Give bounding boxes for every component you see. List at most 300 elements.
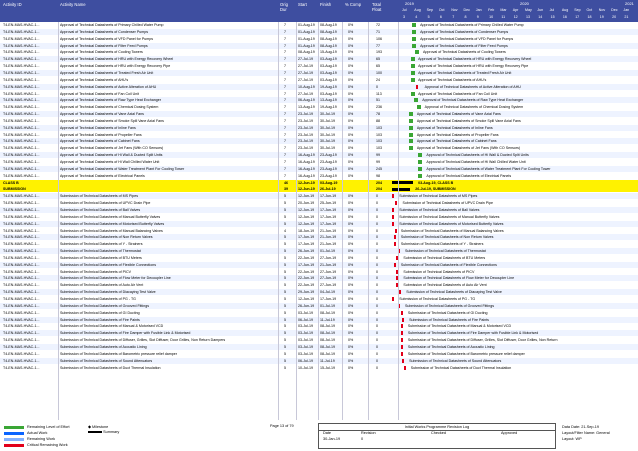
pct-comp-cell: 0% <box>348 132 354 137</box>
bar-label: 26-Jul-19, SUBMISSION <box>415 187 456 192</box>
orig-dur-cell: 5 <box>284 338 286 343</box>
pct-comp-cell: 0% <box>348 29 354 34</box>
data-date-block <box>562 424 610 442</box>
total-float-cell: 204 <box>376 187 382 192</box>
header-activity-name[interactable]: Activity Name <box>60 2 86 7</box>
total-float-cell: 0 <box>376 84 378 89</box>
start-cell: 27-Jul-19 <box>298 57 313 62</box>
start-cell: 16-Aug-19 <box>298 153 315 158</box>
activity-row[interactable] <box>0 255 638 261</box>
total-float-cell: 0 <box>376 310 378 315</box>
finish-cell: 19-Aug-19 <box>320 105 337 110</box>
remaining-bar[interactable] <box>409 119 413 123</box>
activity-row[interactable] <box>0 330 638 336</box>
activity-row[interactable] <box>0 111 638 117</box>
total-float-cell: 236 <box>376 105 382 110</box>
summary-bar[interactable] <box>392 188 410 191</box>
activity-row[interactable] <box>0 36 638 42</box>
remaining-bar[interactable] <box>409 112 413 116</box>
header-orig-dur[interactable]: Orig Dur <box>280 2 288 12</box>
activity-row[interactable] <box>0 104 638 110</box>
activity-row[interactable] <box>0 365 638 371</box>
activity-name-cell: Submission of Technical Datasheets of Grooved Fittings <box>60 303 150 308</box>
pct-comp-cell: 0% <box>348 139 354 144</box>
activity-row[interactable] <box>0 289 638 295</box>
column-divider <box>368 22 369 420</box>
remaining-bar[interactable] <box>409 139 413 143</box>
legend-milestone: ◆ Milestone <box>88 425 109 429</box>
finish-cell: 17-Jun-19 <box>320 194 337 199</box>
remaining-bar[interactable] <box>411 71 415 75</box>
activity-name-cell: Submission of Technical Datasheets of PG - TG <box>60 297 136 301</box>
critical-bar[interactable] <box>394 242 396 246</box>
bar-label: Approval of Technical Datasheets of Treated Fresh Air Unit <box>418 70 512 75</box>
activity-row[interactable] <box>0 29 638 35</box>
header-pct-comp[interactable]: % Comp <box>345 2 362 7</box>
activity-row[interactable] <box>0 248 638 254</box>
bar-label: Approval of Technical Datasheets of Chemical Dosing System <box>424 105 524 110</box>
finish-cell: 08-Aug-19 <box>320 43 337 48</box>
activity-id-cell: T4-EN-MAS-HVAC-1... <box>3 317 40 322</box>
activity-id-cell: T4-EN-MAS-HVAC-1... <box>3 91 40 96</box>
pct-comp-cell: 0% <box>348 331 354 336</box>
total-float-cell: 0 <box>376 242 378 247</box>
bar-label: Approval of Technical Datasheets of Cabinet Fans <box>416 139 497 144</box>
activity-row[interactable] <box>0 43 638 49</box>
bar-label: Submission of Technical Datasheets of Manual & Motorised VCD <box>407 324 512 329</box>
header-finish[interactable]: Finish <box>320 2 332 7</box>
pct-comp-cell: 0% <box>348 290 354 295</box>
total-float-cell: 0 <box>376 221 378 226</box>
activity-id-cell: T4-EN-MAS-HVAC-1... <box>3 249 40 254</box>
pct-comp-cell: 0% <box>348 269 354 274</box>
orig-dur-cell: 7 <box>284 132 286 137</box>
bar-label: 03-Aug-19, CLASS B <box>418 180 454 185</box>
activity-row[interactable] <box>0 132 638 138</box>
critical-bar[interactable] <box>392 222 394 226</box>
remaining-bar[interactable] <box>409 146 413 150</box>
group-row[interactable] <box>0 186 638 192</box>
pct-comp-cell: 0% <box>348 77 354 82</box>
critical-bar[interactable] <box>402 318 404 322</box>
activity-row[interactable] <box>0 351 638 357</box>
activity-row[interactable] <box>0 84 638 90</box>
activity-row[interactable] <box>0 269 638 275</box>
total-float-cell: 103 <box>376 146 382 151</box>
header-activity-id[interactable]: Activity ID <box>3 2 22 7</box>
finish-cell: 08-Jul-19 <box>320 338 335 343</box>
start-cell: 03-Jul-19 <box>298 310 313 315</box>
month-label: Dec <box>611 8 618 12</box>
pct-comp-cell: 0% <box>348 70 354 75</box>
activity-id-cell: T4-EN-MAS-HVAC-1... <box>3 290 40 295</box>
finish-cell: 08-Aug-19 <box>320 36 337 41</box>
bar-label: Submission of Technical Datasheets of Flow Meter for Decoupler Line <box>403 276 515 281</box>
total-float-cell: 0 <box>376 338 378 343</box>
total-float-cell: 0 <box>376 262 378 267</box>
critical-bar[interactable] <box>394 235 396 239</box>
remaining-bar[interactable] <box>412 44 416 48</box>
column-divider <box>58 22 59 420</box>
data-date: Data Date: 21-Sep-19 <box>562 425 599 429</box>
activity-row[interactable] <box>0 262 638 268</box>
critical-bar[interactable] <box>399 290 401 294</box>
orig-dur-cell: 7 <box>284 64 286 69</box>
activity-row[interactable] <box>0 275 638 281</box>
bar-label: Submission of Technical Datasheets of UPVC Drain Pipe <box>402 201 493 206</box>
activity-id-cell: T4-EN-MAS-HVAC-1... <box>3 214 40 219</box>
orig-dur-cell: 7 <box>284 77 286 82</box>
critical-bar[interactable] <box>401 338 403 342</box>
bar-label: Submission of Technical Datasheets of Motorised Butterfly Valves <box>399 221 504 226</box>
activity-row[interactable] <box>0 344 638 350</box>
revision-log <box>318 423 556 449</box>
bar-label: Submission of Technical Datasheets of BTU Meters <box>403 255 486 260</box>
critical-bar[interactable] <box>392 215 394 219</box>
activity-row[interactable] <box>0 49 638 55</box>
activity-name-cell: Submission of Technical Datasheets of PICV <box>60 269 132 274</box>
remaining-bar[interactable] <box>412 37 416 41</box>
finish-cell: 25-Jun-19 <box>320 201 337 206</box>
bar-label: Approval of Technical Datasheets of Hi Wall & Ducted Split Units <box>426 153 529 158</box>
orig-dur-cell: 7 <box>284 118 286 123</box>
finish-cell: 03-Aug-19 <box>320 64 337 69</box>
year-2021: 2021 <box>625 1 634 6</box>
bar-label: Submission of Technical Datasheets of Diacaying Test Valve <box>406 290 502 295</box>
critical-bar[interactable] <box>401 345 403 349</box>
activity-row[interactable] <box>0 221 638 227</box>
critical-bar[interactable] <box>401 331 403 335</box>
total-float-cell: 77 <box>376 43 380 48</box>
remaining-bar[interactable] <box>411 92 415 96</box>
orig-dur-cell: 7 <box>284 57 286 62</box>
activity-name-cell: Approval of Technical Datasheets of Condenser Pumps <box>60 29 149 34</box>
activity-row[interactable] <box>0 200 638 206</box>
pct-comp-cell: 0% <box>348 91 354 96</box>
orig-dur-cell: 5 <box>284 242 286 247</box>
activity-row[interactable] <box>0 193 638 199</box>
start-cell: 16-Aug-19 <box>298 166 315 171</box>
activity-row[interactable] <box>0 234 638 240</box>
activity-name-cell: Submission of Technical Datasheets of Manual & Motorised VCD <box>60 324 164 329</box>
activity-name-cell: Approval of Technical Datasheets of Jet Fans (With CO Sensors) <box>60 146 164 151</box>
month-number: 18 <box>587 15 592 19</box>
finish-cell: 13-Aug-19 <box>320 98 337 103</box>
orig-dur-cell: 5 <box>284 201 286 206</box>
total-float-cell: 0 <box>376 276 378 281</box>
critical-bar[interactable] <box>401 311 403 315</box>
activity-id-cell: T4-EN-MAS-HVAC-1... <box>3 262 40 267</box>
pct-comp-cell: 0% <box>348 153 354 158</box>
month-label: Oct <box>438 8 445 12</box>
remaining-bar[interactable] <box>409 133 413 137</box>
year-2019: 2019 <box>405 1 414 6</box>
orig-dur-cell: 7 <box>284 98 286 103</box>
finish-cell: 30-Jul-19 <box>320 118 335 123</box>
finish-cell: 11-Jul-19 <box>320 317 335 322</box>
critical-bar[interactable] <box>416 85 418 89</box>
activity-id-cell: T4-EN-MAS-HVAC-1... <box>3 344 40 349</box>
summary-bar-icon <box>88 431 102 433</box>
activity-row[interactable] <box>0 173 638 179</box>
orig-dur-cell: 5 <box>284 235 286 240</box>
finish-cell: 08-Aug-19 <box>320 23 337 27</box>
finish-cell: 23-Aug-19 <box>320 166 337 171</box>
finish-cell: 19-Aug-19 <box>320 84 337 89</box>
bar-label: Approval of Technical Datasheets of AHU's <box>418 77 487 82</box>
pct-comp-cell: 0% <box>348 297 354 301</box>
rev-number: 0 <box>361 437 364 441</box>
critical-bar[interactable] <box>402 359 404 363</box>
activity-name-cell: Submission of Technical Datasheets of UPVC Drain Pipe <box>60 201 151 206</box>
activity-row[interactable] <box>0 358 638 364</box>
remaining-bar[interactable] <box>417 105 421 109</box>
bar-label: Submission of Technical Datasheets of Y - Strainers <box>400 242 484 247</box>
orig-dur-cell: 4 <box>284 228 286 233</box>
bar-label: Approval of Technical Datasheets of Primary Chilled Water Pump <box>420 23 524 27</box>
bar-label: Approval of Technical Datasheets of Cooling Towers <box>423 50 506 55</box>
total-float-cell: 103 <box>376 132 382 137</box>
remaining-bar[interactable] <box>418 153 422 157</box>
header-total-float[interactable]: Total Float <box>372 2 382 12</box>
remaining-bar[interactable] <box>415 50 419 54</box>
activity-name-cell: Approval of Technical Datasheets of AHU's <box>60 77 129 82</box>
activity-id-cell: T4-EN-MAS-HVAC-1... <box>3 146 40 151</box>
bar-label: Submission of Technical Datasheets of Duct Thermal Insulation <box>410 365 512 370</box>
orig-dur-cell: 5 <box>284 297 286 301</box>
finish-cell: 08-Jul-19 <box>320 310 335 315</box>
activity-row[interactable] <box>0 317 638 323</box>
orig-dur-cell: 7 <box>284 146 286 151</box>
total-float-cell: 88 <box>376 118 380 123</box>
activity-row[interactable] <box>0 138 638 144</box>
activity-name-cell: Approval of Technical Datasheets of Propeller Fans <box>60 132 142 137</box>
rev-col-checked: Checked <box>431 431 446 435</box>
remaining-bar[interactable] <box>418 167 422 171</box>
orig-dur-cell: 7 <box>284 112 286 117</box>
revision-title: Initial Works Programme Revision Log <box>319 424 555 431</box>
start-cell: 22-Jun-19 <box>298 255 315 260</box>
group-row[interactable] <box>0 180 638 186</box>
bar-label: Approval of Technical Datasheets of Fan Coil Unit <box>418 91 498 96</box>
legend-swatch-blue <box>4 432 24 435</box>
month-label: Aug <box>414 8 421 12</box>
month-number: 8 <box>464 15 467 19</box>
finish-cell: 17-Jun-19 <box>320 207 337 212</box>
orig-dur-cell: 5 <box>284 283 286 288</box>
activity-name-cell: Approval of Technical Datasheets of Cooling Towers <box>60 50 143 55</box>
activity-row[interactable] <box>0 159 638 165</box>
total-float-cell: 99 <box>376 153 380 158</box>
critical-bar[interactable] <box>401 324 403 328</box>
orig-dur-cell: 7 <box>284 91 286 96</box>
activity-name-cell: Approval of Technical Datasheets of HRU with Energy Recovery Pipe <box>60 64 171 69</box>
legend-remaining-loe: Remaining Level of Effort <box>4 424 70 430</box>
orig-dur-cell: 5 <box>284 303 286 308</box>
orig-dur-cell: 7 <box>284 166 286 171</box>
activity-row[interactable] <box>0 241 638 247</box>
activity-id-cell: T4-EN-MAS-HVAC-1... <box>3 29 40 34</box>
pct-comp-cell: 0% <box>348 214 354 219</box>
orig-dur-cell: 5 <box>284 344 286 349</box>
orig-dur-cell: 7 <box>284 23 286 27</box>
pct-comp-cell: 0% <box>348 43 354 48</box>
bar-label: Submission of Technical Datasheets of PICV <box>403 269 475 274</box>
activity-row[interactable] <box>0 282 638 288</box>
finish-cell: 30-Jul-19 <box>320 132 335 137</box>
activity-row[interactable] <box>0 145 638 151</box>
remaining-bar[interactable] <box>409 126 413 130</box>
total-float-cell: 78 <box>376 112 380 117</box>
bar-label: Submission of Technical Datasheets of Grooved Fittings <box>405 303 495 308</box>
activity-row[interactable] <box>0 70 638 76</box>
bar-label: Approval of Technical Datasheets of HRU with Energy Recovery Pipe <box>418 64 529 69</box>
activity-row[interactable] <box>0 228 638 234</box>
orig-dur-cell: 7 <box>284 125 286 130</box>
activity-row[interactable] <box>0 166 638 172</box>
column-divider <box>398 22 399 420</box>
activity-row[interactable] <box>0 296 638 302</box>
activity-row[interactable] <box>0 118 638 124</box>
bar-label: Submission of Technical Datasheets of Ball Valves <box>399 207 480 212</box>
activity-name-cell: Submission of Technical Datasheets of GI Ducting <box>60 310 140 315</box>
critical-bar[interactable] <box>404 366 406 370</box>
activity-row[interactable] <box>0 323 638 329</box>
pct-comp-cell: 0% <box>348 98 354 103</box>
pct-comp-cell: 0% <box>348 235 354 240</box>
remaining-bar[interactable] <box>418 174 422 178</box>
remaining-bar[interactable] <box>411 64 415 68</box>
pct-comp-cell: 0% <box>348 338 354 343</box>
activity-row[interactable] <box>0 125 638 131</box>
activity-id-cell: T4-EN-MAS-HVAC-1... <box>3 221 40 226</box>
activity-id-cell: T4-EN-MAS-HVAC-1... <box>3 194 40 199</box>
total-float-cell: 0 <box>376 317 378 322</box>
remaining-bar[interactable] <box>418 160 422 164</box>
legend-swatch-red <box>4 444 24 447</box>
activity-row[interactable] <box>0 152 638 158</box>
pct-comp-cell: 0% <box>348 207 354 212</box>
total-float-cell: 0 <box>376 331 378 336</box>
finish-cell: 30-Jul-19 <box>320 146 335 151</box>
orig-dur-cell: 7 <box>284 43 286 48</box>
start-cell: 17-Jun-19 <box>298 235 315 240</box>
activity-name-cell: Approval of Technical Datasheets of Inline Fans <box>60 125 136 130</box>
activity-row[interactable] <box>0 22 638 28</box>
finish-cell: 08-Aug-19 <box>320 29 337 34</box>
activity-name-cell: Submission of Technical Datasheets of Barometric pressure relief damper <box>60 351 177 356</box>
activity-id-cell: T4-EN-MAS-HVAC-1... <box>3 132 40 137</box>
total-float-cell: 0 <box>376 255 378 260</box>
activity-row[interactable] <box>0 63 638 69</box>
start-cell: 12-Jun-19 <box>298 221 315 226</box>
bar-label: Approval of Technical Datasheets of Raw Type Heat Exchanger <box>422 98 524 103</box>
pct-comp-cell: 0% <box>348 283 354 288</box>
activity-row[interactable] <box>0 214 638 220</box>
activity-name-cell: Submission of Technical Datasheets of Non Return Valves <box>60 235 153 240</box>
activity-id-cell: T4-EN-MAS-HVAC-1... <box>3 98 40 103</box>
month-number: 11 <box>501 15 506 19</box>
orig-dur-cell: 7 <box>284 153 286 158</box>
activity-row[interactable] <box>0 97 638 103</box>
critical-bar[interactable] <box>401 352 403 356</box>
remaining-bar[interactable] <box>414 98 418 102</box>
bar-label: Approval of Technical Datasheets of Propeller Fans <box>416 132 499 137</box>
activity-row[interactable] <box>0 56 638 62</box>
total-float-cell: 0 <box>376 201 378 206</box>
activity-name-cell: Approval of Technical Datasheets of Chemical Dosing System <box>60 105 159 110</box>
legend-remaining-work: Remaining Work <box>4 436 70 442</box>
remaining-bar[interactable] <box>412 30 416 34</box>
finish-cell: 27-Jun-19 <box>320 269 337 274</box>
activity-id-cell: T4-EN-MAS-HVAC-1... <box>3 166 40 171</box>
diamond-icon: ◆ <box>88 425 91 429</box>
start-cell: 12-Jun-19 <box>298 180 315 185</box>
header-start[interactable]: Start <box>298 2 307 7</box>
pct-comp-cell: 0% <box>348 242 354 247</box>
activity-name-cell: Submission of Technical Datasheets of Y - Strainers <box>60 242 143 247</box>
activity-name-cell: Submission of Technical Datasheets of Diffuser, Grilles, Slot Diffuser, Door Grilles, Non Return Dampers <box>60 338 226 343</box>
layout-filter-name: Layout/Filter Name: General <box>562 431 610 435</box>
critical-bar[interactable] <box>392 208 394 212</box>
month-label: Sep <box>574 8 581 12</box>
start-cell: 27-Jul-19 <box>298 64 313 69</box>
pct-comp-cell: 0% <box>348 105 354 110</box>
finish-cell: 17-Jun-19 <box>320 221 337 226</box>
month-label: Sep <box>426 8 433 12</box>
activity-name-cell: Submission of Technical Datasheets of MS Pipes <box>60 194 139 199</box>
start-cell: 23-Jul-19 <box>298 118 313 123</box>
pct-comp-cell: 0% <box>348 255 354 260</box>
activity-name-cell: Approval of Technical Datasheets of Filter Feed Pumps <box>60 43 148 48</box>
summary-bar[interactable] <box>392 181 413 184</box>
remaining-bar[interactable] <box>411 57 415 61</box>
activity-row[interactable] <box>0 337 638 343</box>
start-cell: 22-Jun-19 <box>298 269 315 274</box>
pct-comp-cell: 0% <box>348 125 354 130</box>
finish-cell: 08-Jul-19 <box>320 351 335 356</box>
start-cell: 12-Jun-19 <box>298 214 315 219</box>
critical-bar[interactable] <box>392 194 394 198</box>
total-float-cell: 103 <box>376 139 382 144</box>
pct-comp-cell: 0% <box>348 344 354 349</box>
total-float-cell: 0 <box>376 235 378 240</box>
finish-cell: 15-Aug-19 <box>320 50 337 55</box>
remaining-bar[interactable] <box>411 78 415 82</box>
activity-row[interactable] <box>0 310 638 316</box>
activity-name-cell: Submission of Technical Datasheets of Auto Air Vent <box>60 283 144 288</box>
activity-row[interactable] <box>0 303 638 309</box>
total-float-cell: 0 <box>376 228 378 233</box>
activity-id-cell: T4-EN-MAS-HVAC-1... <box>3 50 40 55</box>
finish-cell: 21-Jun-19 <box>320 235 337 240</box>
activity-row[interactable] <box>0 207 638 213</box>
activity-row[interactable] <box>0 91 638 97</box>
activity-row[interactable] <box>0 77 638 83</box>
critical-bar[interactable] <box>395 229 397 233</box>
pct-comp-cell: 0% <box>348 262 354 267</box>
activity-id-cell: T4-EN-MAS-HVAC-1... <box>3 23 40 27</box>
critical-bar[interactable] <box>394 263 396 267</box>
remaining-bar[interactable] <box>412 23 416 27</box>
critical-bar[interactable] <box>392 297 394 301</box>
pct-comp-cell: 0% <box>348 112 354 117</box>
finish-cell: 21-Jun-19 <box>320 262 337 267</box>
orig-dur-cell: 46 <box>284 180 288 185</box>
finish-cell: 15-Jul-19 <box>320 365 335 370</box>
activity-name-cell: Approval of Technical Datasheets of Raw Type Heat Exchanger <box>60 98 161 103</box>
activity-id-cell: T4-EN-MAS-HVAC-1... <box>3 64 40 69</box>
